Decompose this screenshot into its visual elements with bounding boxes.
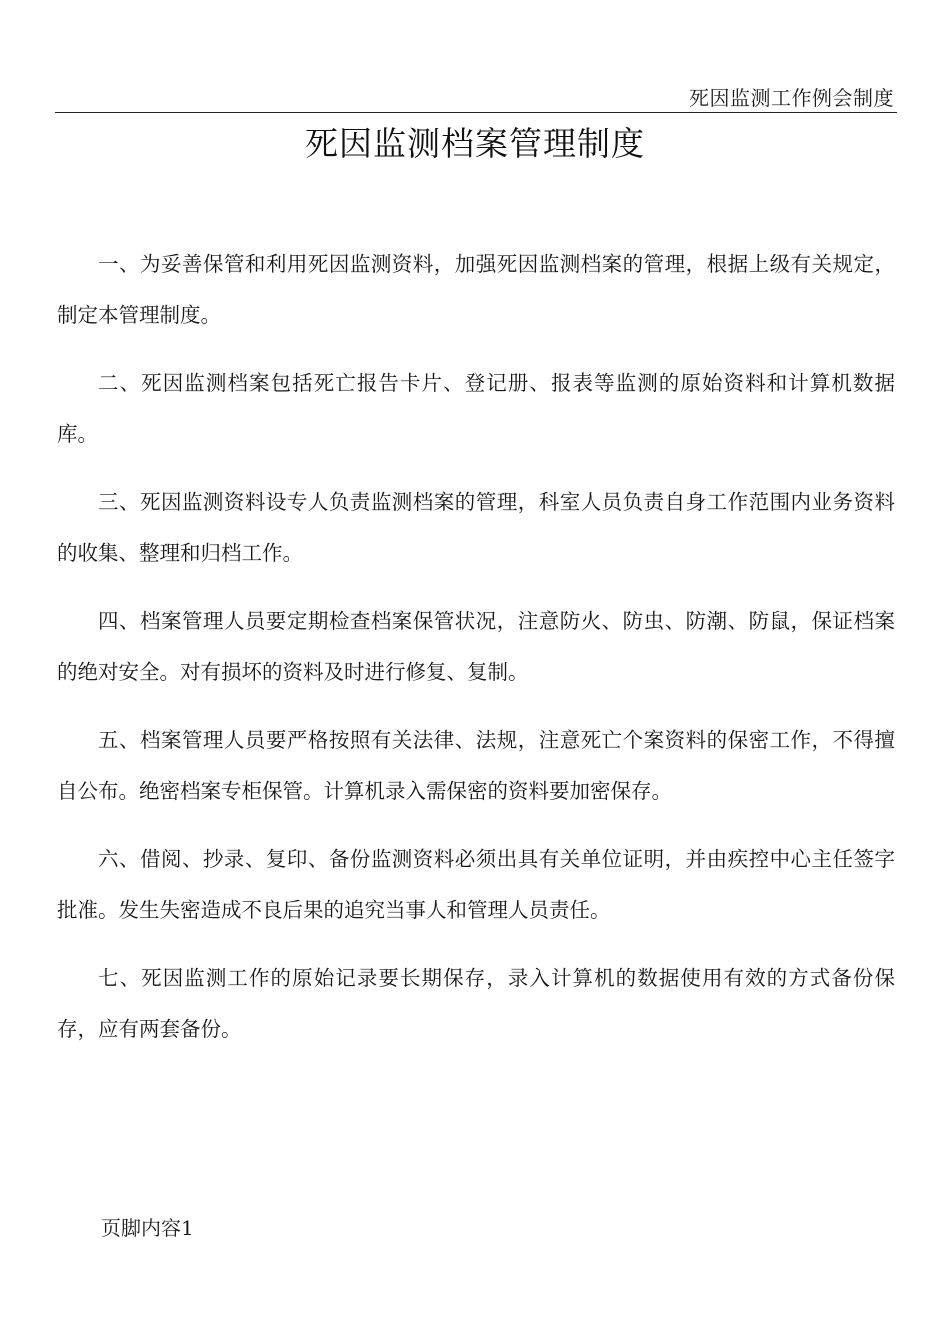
running-header: 死因监测工作例会制度	[689, 86, 894, 110]
paragraph-3: 三、死因监测资料设专人负责监测档案的管理，科室人员负责自身工作范围内业务资料的收集、整理和归档工作。	[57, 490, 895, 565]
paragraph-7: 七、死因监测工作的原始记录要长期保存，录入计算机的数据使用有效的方式备份保存，应有两套备份。	[57, 966, 895, 1041]
page-footer: 页脚内容1	[101, 1216, 194, 1240]
paragraph-5: 五、档案管理人员要严格按照有关法律、法规，注意死亡个案资料的保密工作，不得擅自公布。绝密档案专柜保管。计算机录入需保密的资料要加密保存。	[57, 728, 895, 803]
paragraph-1: 一、为妥善保管和利用死因监测资料，加强死因监测档案的管理，根据上级有关规定，制定本管理制度。	[57, 252, 895, 327]
header-divider	[55, 112, 897, 113]
paragraph-6: 六、借阅、抄录、复印、备份监测资料必须出具有关单位证明，并由疾控中心主任签字批准。发生失密造成不良后果的追究当事人和管理人员责任。	[57, 847, 895, 922]
document-body	[57, 239, 895, 1072]
paragraph-2: 二、死因监测档案包括死亡报告卡片、登记册、报表等监测的原始资料和计算机数据库。	[57, 371, 895, 446]
document-title: 死因监测档案管理制度	[305, 124, 645, 163]
paragraph-4: 四、档案管理人员要定期检查档案保管状况，注意防火、防虫、防潮、防鼠，保证档案的绝对安全。对有损坏的资料及时进行修复、复制。	[57, 609, 895, 684]
